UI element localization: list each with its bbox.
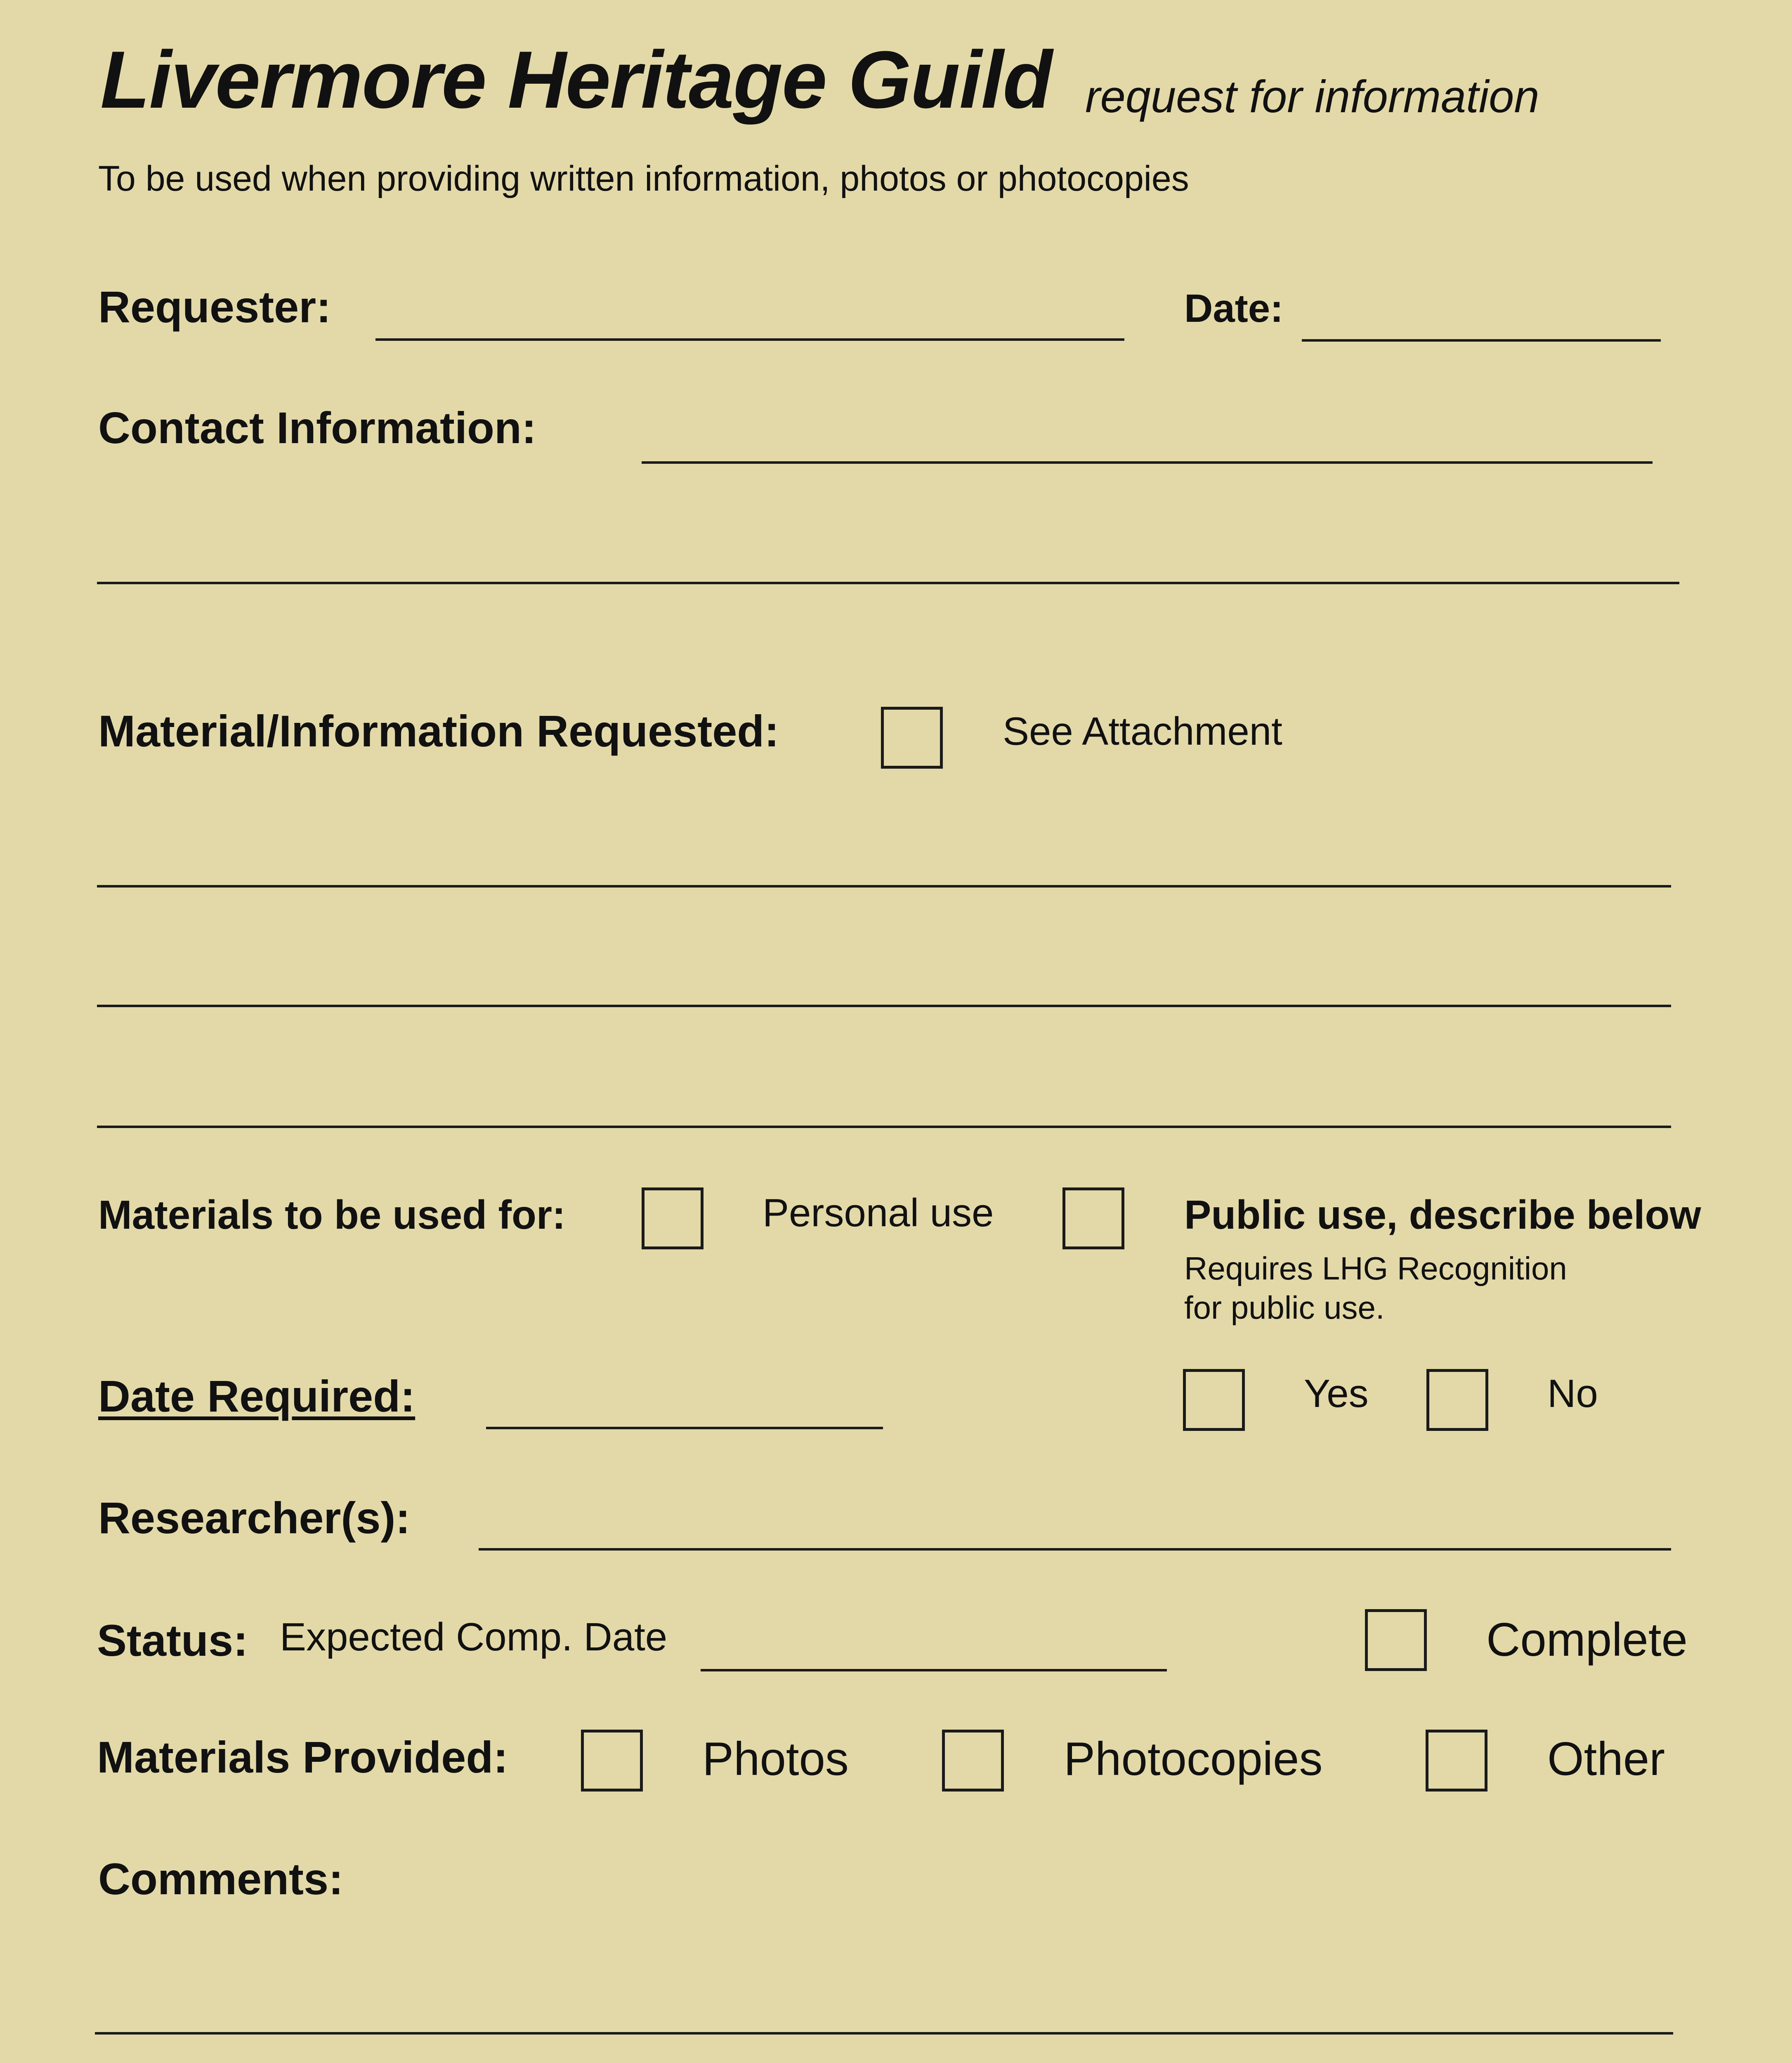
no-label: No [1547, 1371, 1598, 1416]
expected-comp-date-field[interactable] [701, 1669, 1167, 1671]
yes-label: Yes [1304, 1371, 1369, 1416]
public-use-label: Public use, describe below [1184, 1192, 1701, 1237]
material-line[interactable] [97, 1126, 1671, 1128]
contact-label: Contact Information: [98, 403, 536, 453]
form-title: Livermore Heritage Guild [100, 34, 1052, 125]
date-required-label: Date Required: [98, 1371, 416, 1421]
see-attachment-checkbox[interactable] [881, 707, 943, 769]
status-label: Status: [97, 1615, 248, 1665]
material-requested-label: Material/Information Requested: [98, 706, 779, 756]
photos-checkbox[interactable] [581, 1730, 643, 1792]
requester-field[interactable] [375, 338, 1124, 341]
see-attachment-label: See Attachment [1003, 709, 1282, 753]
photocopies-checkbox[interactable] [942, 1730, 1004, 1792]
material-line[interactable] [97, 1005, 1671, 1007]
recognition-note-line1: Requires LHG Recognition [1184, 1250, 1567, 1286]
other-checkbox[interactable] [1426, 1730, 1487, 1792]
comment-line[interactable] [95, 2032, 1673, 2035]
date-field[interactable] [1302, 339, 1661, 342]
contact-field-line-2[interactable] [97, 582, 1679, 584]
personal-use-checkbox[interactable] [642, 1187, 704, 1249]
yes-checkbox[interactable] [1183, 1369, 1245, 1431]
expected-comp-date-label: Expected Comp. Date [280, 1615, 668, 1659]
complete-label: Complete [1486, 1614, 1688, 1666]
used-for-label: Materials to be used for: [98, 1192, 566, 1237]
researchers-field[interactable] [479, 1548, 1671, 1551]
complete-checkbox[interactable] [1365, 1609, 1427, 1671]
contact-field[interactable] [642, 461, 1653, 464]
researchers-label: Researcher(s): [98, 1493, 411, 1543]
other-label: Other [1547, 1733, 1665, 1785]
materials-provided-label: Materials Provided: [97, 1732, 508, 1782]
form-subtitle: To be used when providing written information, photos or photocopies [98, 159, 1189, 198]
requester-label: Requester: [98, 282, 331, 332]
form-title-suffix: request for information [1085, 71, 1539, 122]
date-required-field[interactable] [486, 1427, 883, 1429]
photos-label: Photos [702, 1733, 849, 1785]
recognition-note-line2: for public use. [1184, 1289, 1385, 1326]
no-checkbox[interactable] [1426, 1369, 1488, 1431]
photocopies-label: Photocopies [1064, 1733, 1323, 1785]
material-line[interactable] [97, 885, 1671, 888]
date-label: Date: [1184, 286, 1284, 330]
public-use-checkbox[interactable] [1062, 1187, 1124, 1249]
comments-label: Comments: [98, 1854, 344, 1904]
personal-use-label: Personal use [763, 1191, 994, 1235]
